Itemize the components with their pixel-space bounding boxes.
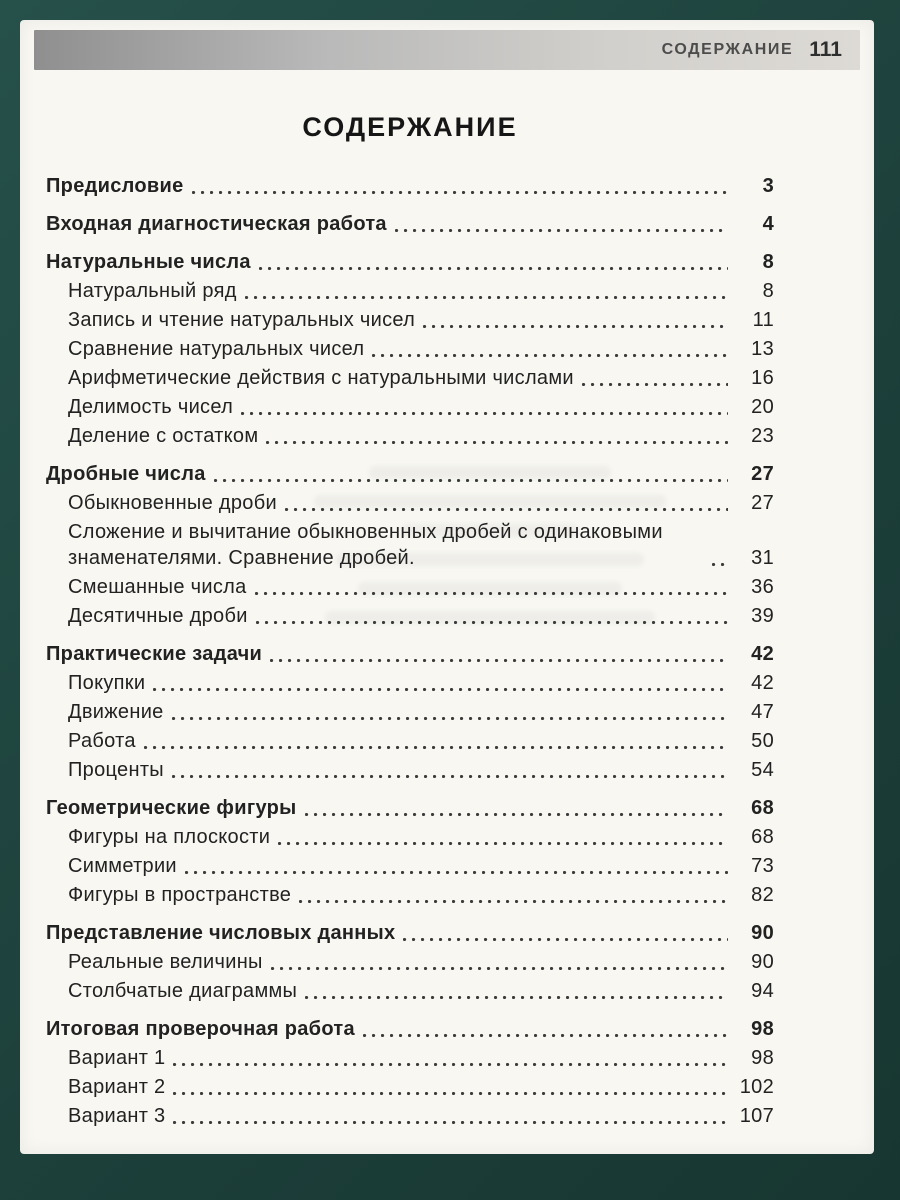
toc-entry-page-number: 23 [751,425,774,447]
toc-entry-page-number: 13 [751,338,774,360]
toc-entry-page-number: 68 [751,826,774,848]
toc-entry [46,1074,774,1100]
toc-entry [46,278,774,304]
dot-leader [285,508,728,511]
toc-entry-page-number: 4 [762,213,774,235]
toc-entry-label: Вариант 3 [68,1105,166,1127]
toc-entry-label: Натуральные числа [46,251,251,273]
toc-entry [46,1016,774,1042]
toc-entry-label: Симметрии [68,855,177,877]
toc-entry-label: Фигуры на плоскости [68,826,271,848]
running-head-bar [34,30,860,70]
toc-entry-page-number: 90 [751,951,774,973]
toc-entry [46,882,774,908]
toc-entry-page-number: 50 [751,730,774,752]
dot-leader [270,659,728,662]
dot-leader [299,900,728,903]
dot-leader [256,621,728,624]
toc-entry [46,490,774,516]
toc-entry-page-number: 54 [751,759,774,781]
toc-entry-page-number: 16 [751,367,774,389]
dot-leader [305,813,728,816]
toc-entry [46,336,774,362]
toc-entry [46,728,774,754]
page-content [20,70,874,1129]
toc-entry-label: Предисловие [46,175,184,197]
toc-entry-label: Дробные числа [46,463,206,485]
running-head-title: СОДЕРЖАНИЕ [661,41,794,58]
toc-title: СОДЕРЖАНИЕ [302,112,518,142]
toc-entry-label: Представление числовых данных [46,922,396,944]
dot-leader [372,354,728,357]
toc-entry [46,365,774,391]
toc-entry [46,824,774,850]
dot-leader [144,746,728,749]
toc-entry-page-number: 68 [751,797,774,819]
toc-entry-label: Обыкновенные дроби [68,492,277,514]
toc-entry-label: Запись и чтение натуральных чисел [68,309,416,331]
toc-entry [46,699,774,725]
dot-leader [172,775,728,778]
toc-entry-page-number: 98 [751,1018,774,1040]
book-page [20,20,874,1154]
toc-entry-page-number: 90 [751,922,774,944]
toc-entry [46,603,774,629]
toc-entry-page-number: 42 [751,672,774,694]
toc-entry [46,641,774,667]
toc-entry [46,461,774,487]
dot-leader [255,592,728,595]
toc-entry-label: Смешанные числа [68,576,247,598]
toc-entry-page-number: 82 [751,884,774,906]
toc-entry [46,853,774,879]
running-head-page-number: 111 [809,38,842,61]
dot-leader [173,1092,728,1095]
toc-entry-page-number: 94 [751,980,774,1002]
toc-list [46,173,774,1129]
dot-leader [363,1034,728,1037]
dot-leader [172,717,728,720]
toc-entry-page-number: 11 [752,309,774,331]
toc-entry-page-number: 27 [751,492,774,514]
toc-entry-label: Геометрические фигуры [46,797,297,819]
toc-entry-page-number: 39 [751,605,774,627]
toc-entry-page-number: 31 [751,547,774,569]
dot-leader [712,563,728,566]
dot-leader [185,871,728,874]
dot-leader [582,383,728,386]
toc-entry [46,249,774,275]
toc-entry-label: Итоговая проверочная работа [46,1018,355,1040]
toc-entry-page-number: 27 [751,463,774,485]
toc-entry-page-number: 36 [751,576,774,598]
toc-entry-page-number: 8 [762,251,774,273]
toc-entry-page-number: 73 [751,855,774,877]
dot-leader [305,996,728,999]
dot-leader [395,229,728,232]
toc-entry [46,173,774,199]
toc-entry-label: Движение [68,701,164,723]
toc-entry-label: Столбчатые диаграммы [68,980,298,1002]
dot-leader [271,967,728,970]
toc-entry [46,211,774,237]
toc-entry [46,1103,774,1129]
dot-leader [278,842,728,845]
dot-leader [241,412,728,415]
toc-entry-label: Вариант 1 [68,1047,166,1069]
toc-entry [46,307,774,333]
toc-entry-label: Сравнение натуральных чисел [68,338,365,360]
toc-entry-label: Делимость чисел [68,396,234,418]
toc-entry [46,423,774,449]
toc-entry-label: Проценты [68,759,164,781]
dot-leader [153,688,728,691]
toc-entry [46,757,774,783]
dot-leader [173,1121,728,1124]
toc-entry-page-number: 3 [762,175,774,197]
toc-entry [46,670,774,696]
toc-entry-label: Натуральный ряд [68,280,237,302]
toc-entry-page-number: 102 [739,1076,774,1098]
dot-leader [192,191,729,194]
toc-entry [46,795,774,821]
dot-leader [423,325,728,328]
toc-entry-label: Арифметические действия с натуральными числами [68,367,574,389]
toc-entry-label: Покупки [68,672,146,694]
toc-entry [46,920,774,946]
toc-entry [46,519,774,571]
toc-entry [46,949,774,975]
toc-entry-label: Деление с остатком [68,425,259,447]
toc-entry-page-number: 98 [751,1047,774,1069]
dot-leader [403,938,728,941]
toc-entry [46,574,774,600]
dot-leader [259,267,728,270]
toc-entry [46,394,774,420]
toc-entry-page-number: 20 [751,396,774,418]
toc-entry-label: Практические задачи [46,643,263,665]
toc-entry-page-number: 47 [751,701,774,723]
toc-entry-page-number: 107 [739,1105,774,1127]
toc-entry-label: Входная диагностическая работа [46,213,387,235]
toc-entry-page-number: 42 [751,643,774,665]
toc-entry [46,1045,774,1071]
toc-entry [46,978,774,1004]
dot-leader [173,1063,728,1066]
toc-entry-label: Вариант 2 [68,1076,166,1098]
toc-entry-label: Реальные величины [68,951,263,973]
toc-entry-page-number: 8 [762,280,774,302]
dot-leader [245,296,728,299]
toc-entry-label: Фигуры в пространстве [68,884,292,906]
toc-entry-label: Сложение и вычитание обыкновенных дробей с одинаковыми знаменателями. Сравнение дробей. [68,521,663,569]
toc-entry-label: Десятичные дроби [68,605,248,627]
toc-entry-label: Работа [68,730,136,752]
dot-leader [266,441,728,444]
dot-leader [214,479,728,482]
